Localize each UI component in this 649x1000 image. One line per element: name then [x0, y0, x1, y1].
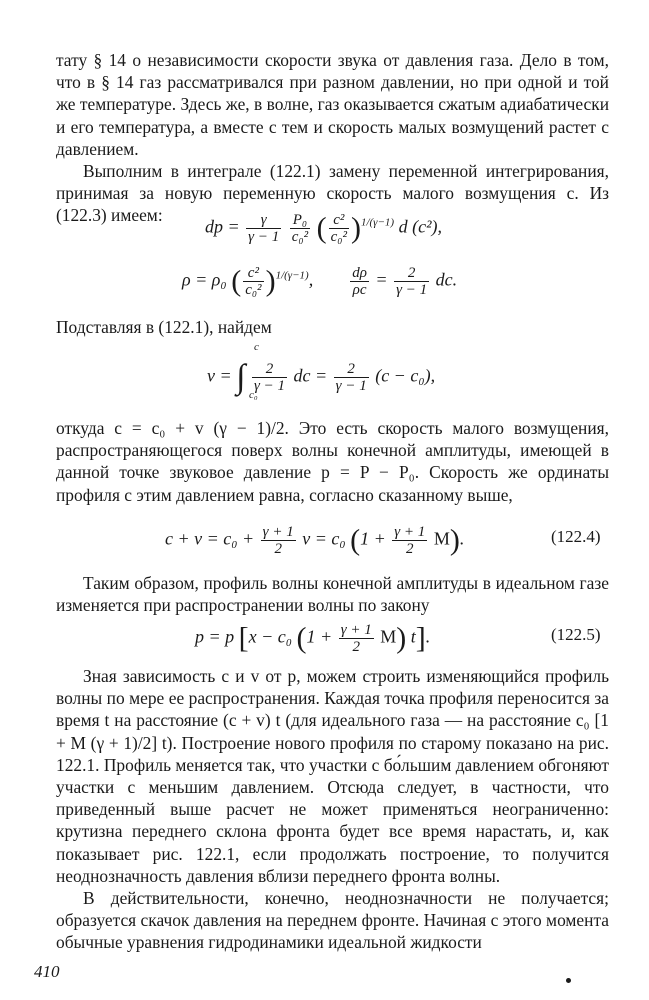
- equation-dp: dp = $\frac{\gamma}{\gamma - 1}$ $\frac{\text{P₀}}{\text{c₀²}}$ ( $\frac{\text{c²}}{\text{c₀²}}$ )$^{1/(\gamma-1)}$ d (c²),: [205, 211, 442, 245]
- paragraph-5: Таким образом, профиль волны конечной амплитуды в идеальном газе изменяется при распространении волны по закону: [56, 573, 609, 616]
- printer-mark: [566, 978, 571, 983]
- equation-122-5: p = p [x − c₀ (1 + $\frac{\gamma + 1}{2}$ M) t].: [195, 621, 431, 655]
- integral-upper-limit: c: [254, 341, 259, 353]
- equation-122-4: c + v = c₀ + $\frac{\gamma + 1}{2}$ v = c₀ (1 + $\frac{\gamma + 1}{2}$ M).: [165, 523, 465, 557]
- equation-number-122-4: (122.4): [551, 527, 601, 546]
- paragraph-1: тату § 14 о независимости скорости звука от давления газа. Дело в том, что в § 14 газ рассматривался при разном давлении, но при одной и той же температуре. Здесь же, в волне, газ оказывается сжатым адиабатически и его температура, а вместе с тем и скорость малых возмущений растет с давлением.: [56, 50, 609, 159]
- paragraph-3: Подставляя в (122.1), найдем: [56, 317, 272, 337]
- integral-lower-limit: c₀: [249, 389, 258, 401]
- equation-rho: ρ = ρ₀ ( $\frac{\text{c²}}{\text{c₀²}}$ )$^{1/(\gamma-1)}$, $\frac{d\rho}{\rho c}$ = $\frac{2}{\gamma - 1}$ dc.: [182, 264, 458, 298]
- equation-v: v = ∫ $\frac{2}{\gamma - 1}$ dc = $\frac{2}{\gamma - 1}$ (c − c₀),: [207, 358, 436, 396]
- paragraph-2: Выполним в интеграле (122.1) замену переменной интегрирования, принимая за новую переменную скорость малого возмущения c. Из (122.3) имеем:: [56, 161, 609, 226]
- paragraph-6: Зная зависимость c и v от p, можем строить изменяющийся профиль волны по мере ее распространения. Каждая точка профиля переносится за время t на расстояние (c + v) t (для идеального газа — на расстояние c₀ [1 + M (γ + 1)/2] t). Построение нового профиля по старому показано на рис. 122.1. Профиль меняется так, что участки с бо́льшим давлением обгоняют участки с меньшим давлением. Отсюда следует, в частности, что приведенный выше расчет не может применяться неограниченно: крутизна переднего склона фронта будет все время нарастать, и, как показывает рис. 122.1, если продолжать построение, то получится неоднозначность давления вблизи переднего фронта волны.: [56, 666, 609, 886]
- paragraph-7: В действительности, конечно, неоднозначности не получается; образуется скачок давления на переднем фронте. Начиная с этого момента обычные уравнения гидродинамики идеальной жидкости: [56, 888, 609, 953]
- page-number: 410: [34, 962, 60, 981]
- integral-sign: ∫: [236, 358, 246, 396]
- paragraph-4: откуда c = c₀ + v (γ − 1)/2. Это есть скорость малого возмущения, распространяющегося поверх волны конечной амплитуды, имеющей в данной точке звуковое давление p = P − P₀. Скорость же ординаты профиля с этим давлением равна, согласно сказанному выше,: [56, 418, 609, 505]
- equation-number-122-5: (122.5): [551, 625, 601, 644]
